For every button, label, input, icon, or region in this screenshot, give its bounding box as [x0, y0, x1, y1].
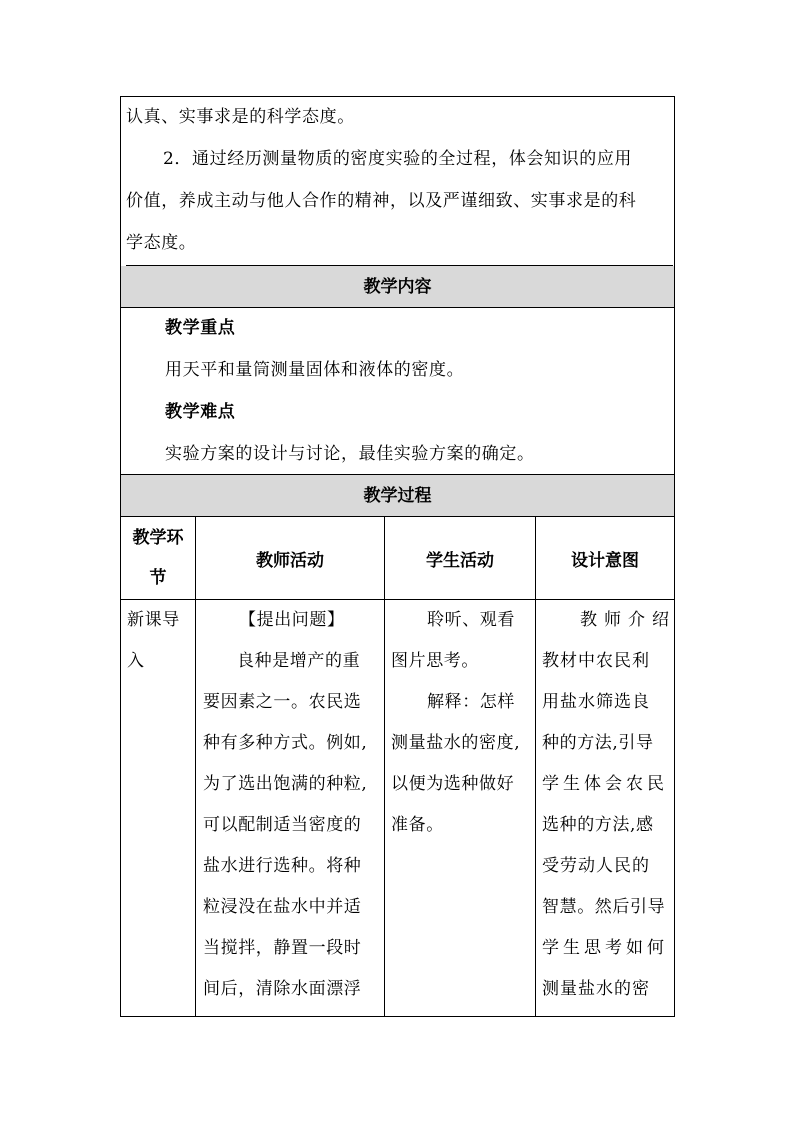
teacher-line: 间后，清除水面漂浮 [203, 979, 362, 999]
stage-line: 新课导 [127, 610, 180, 630]
difficulty-heading: 教学难点 [165, 402, 236, 422]
design-line: 智慧。然后引导 [542, 897, 666, 917]
teacher-line: 要因素之一。农民选 [203, 692, 362, 712]
design-line: 测量盐水的密 [542, 979, 650, 999]
header-student: 学生活动 [426, 550, 494, 571]
goal-line: 认真、实事求是的科学态度。 [126, 107, 355, 127]
goal-line: 学态度。 [126, 233, 197, 253]
design-line: 学生思考如何 [542, 938, 668, 958]
student-line: 图片思考。 [391, 651, 479, 671]
difficulty-text: 实验方案的设计与讨论，最佳实验方案的确定。 [165, 444, 535, 464]
teacher-line: 粒浸没在盐水中并适 [203, 897, 362, 917]
teaching-content-cell [121, 308, 674, 474]
goal-line: 价值，养成主动与他人合作的精神，以及严谨细致、实事求是的科 [126, 191, 637, 211]
design-line: 种的方法,引导 [542, 733, 654, 753]
process-table [121, 517, 674, 1016]
student-activity-cell [391, 600, 531, 846]
design-line: 教材中农民利 [542, 651, 650, 671]
teaching-goals-cell [121, 97, 674, 265]
teacher-line: 良种是增产的重 [237, 651, 361, 671]
header-teacher: 教师活动 [256, 550, 324, 571]
teacher-line: 种有多种方式。例如, [203, 733, 368, 753]
student-line: 准备。 [391, 815, 444, 835]
header-stage-line: 节 [149, 568, 167, 588]
design-line: 用盐水筛选良 [542, 692, 650, 712]
stage-line: 入 [127, 651, 145, 671]
student-line: 测量盐水的密度, [391, 733, 521, 753]
student-line: 以便为选种做好 [391, 774, 515, 794]
focus-text: 用天平和量筒测量固体和液体的密度。 [165, 360, 465, 380]
section-title-process: 教学过程 [121, 474, 674, 517]
design-line: 学生体会农民 [542, 774, 668, 794]
document-table [120, 96, 675, 1017]
header-stage-line: 教学环 [132, 528, 184, 548]
header-design: 设计意图 [571, 550, 639, 571]
header-stage [121, 517, 195, 599]
design-line: 受劳动人民的 [542, 856, 650, 876]
student-line: 解释：怎样 [427, 692, 515, 712]
stage-cell [127, 600, 193, 682]
teacher-line: 当搅拌，静置一段时 [203, 938, 362, 958]
student-line: 聆听、观看 [427, 610, 515, 630]
design-line: 选种的方法,感 [542, 815, 654, 835]
teacher-line: 盐水进行选种。将种 [203, 856, 362, 876]
design-intent-cell [542, 600, 676, 1010]
teacher-line: 为了选出饱满的种粒, [203, 774, 368, 794]
section-title-content: 教学内容 [121, 266, 674, 308]
goal-line: 2．通过经历测量物质的密度实验的全过程，体会知识的应用 [163, 149, 633, 169]
design-line: 教师介绍 [580, 610, 676, 630]
teacher-line: 【提出问题】 [239, 610, 345, 630]
focus-heading: 教学重点 [165, 318, 236, 338]
teacher-line: 可以配制适当密度的 [203, 815, 362, 835]
teacher-activity-cell [203, 600, 379, 1010]
